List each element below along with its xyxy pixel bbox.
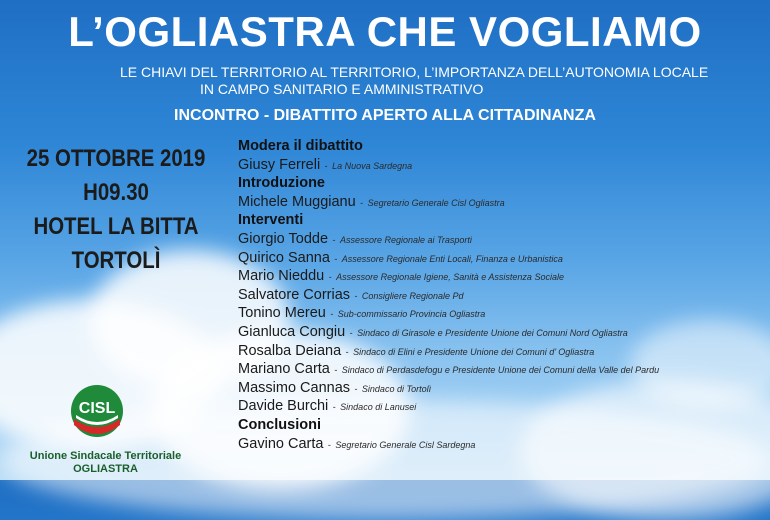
person-role: Assessore Regionale Enti Locali, Finanza e Urbanistica [341, 253, 563, 264]
conclusion-heading: Conclusioni [238, 416, 321, 433]
person-name: Massimo Cannas [238, 379, 351, 396]
person-name: Gavino Carta [238, 435, 324, 452]
person-name: Mario Nieddu [238, 268, 325, 285]
speaker-row [238, 397, 768, 416]
person-name: Michele Muggianu [238, 193, 356, 210]
speaker-row [238, 286, 768, 305]
union-line-1: Unione Sindacale Territoriale [29, 450, 182, 462]
person-role: Sindaco di Lanusei [340, 402, 417, 413]
person-role: Segretario Generale Cisl Ogliastra [367, 197, 505, 208]
separator: - [327, 439, 331, 450]
conclusion-row [238, 435, 768, 454]
separator: - [328, 272, 332, 283]
separator: - [345, 346, 349, 357]
separator: - [332, 234, 336, 245]
separator: - [354, 383, 358, 394]
event-date: 25 OTTOBRE 2019 [26, 145, 206, 172]
speaker-row [238, 267, 768, 286]
separator: - [334, 365, 338, 376]
person-name: Tonino Mereu [238, 305, 326, 322]
speaker-row [238, 304, 768, 323]
separator: - [332, 402, 336, 413]
separator: - [354, 290, 358, 301]
person-role: Sub-commissario Provincia Ogliastra [337, 309, 486, 320]
person-name: Salvatore Corrias [238, 286, 351, 303]
moderator-heading: Modera il dibattito [238, 138, 363, 154]
person-role: Segretario Generale Cisl Sardegna [335, 439, 476, 450]
speaker-row [238, 230, 768, 249]
separator: - [324, 160, 328, 171]
person-name: Rosalba Deiana [238, 342, 342, 359]
intro-heading: Introduzione [238, 175, 325, 192]
person-name: Giusy Ferreli [238, 156, 321, 173]
event-details [0, 142, 232, 278]
separator: - [334, 253, 338, 264]
separator: - [330, 309, 334, 320]
cisl-logo [62, 385, 132, 445]
program-list [238, 137, 768, 453]
cisl-logo-icon [62, 385, 132, 445]
person-name: Giorgio Todde [238, 230, 329, 247]
union-name [18, 450, 193, 476]
person-role: Sindaco di Girasole e Presidente Unione dei Comuni Nord Ogliastra [357, 327, 628, 338]
person-role: La Nuova Sardegna [332, 160, 413, 171]
person-role: Sindaco di Perdasdefogu e Presidente Unione dei Comuni della Valle del Pardu [341, 365, 660, 376]
person-name: Quirico Sanna [238, 249, 330, 266]
subtitle-line-1: LE CHIAVI DEL TERRITORIO AL TERRITORIO, L’IMPORTANZA DELL’AUTONOMIA LOCALE [120, 64, 709, 80]
event-type: INCONTRO - DIBATTITO APERTO ALLA CITTADINANZA [174, 107, 596, 124]
speaker-row [238, 360, 768, 379]
person-role: Consigliere Regionale Pd [361, 290, 464, 301]
subtitle-line-2: IN CAMPO SANITARIO E AMMINISTRATIVO [200, 81, 484, 97]
event-venue: HOTEL LA BITTA [33, 213, 199, 240]
speaker-row [238, 249, 768, 268]
event-time: H09.30 [83, 179, 149, 206]
subtitle [120, 64, 709, 98]
event-city: TORTOLÌ [71, 247, 161, 274]
person-name: Gianluca Congiu [238, 323, 346, 340]
person-name: Davide Burchi [238, 398, 329, 415]
person-role: Sindaco di Elini e Presidente Unione dei Comuni d’ Ogliastra [353, 346, 595, 357]
moderator-row [238, 156, 768, 175]
speaker-row [238, 379, 768, 398]
page-title: L’OGLIASTRA CHE VOGLIAMO [68, 8, 702, 55]
speaker-row [238, 342, 768, 361]
logo-text: CISL [78, 400, 116, 417]
union-line-2: OGLIASTRA [73, 463, 138, 475]
person-role: Assessore Regionale ai Trasporti [339, 234, 472, 245]
separator: - [349, 327, 353, 338]
person-role: Sindaco di Tortolì [361, 383, 432, 394]
separator: - [360, 197, 364, 208]
intro-row [238, 193, 768, 212]
person-name: Mariano Carta [238, 361, 330, 378]
speaker-row [238, 323, 768, 342]
person-role: Assessore Regionale Igiene, Sanità e Assistenza Sociale [336, 272, 564, 283]
speakers-heading: Interventi [238, 212, 304, 229]
